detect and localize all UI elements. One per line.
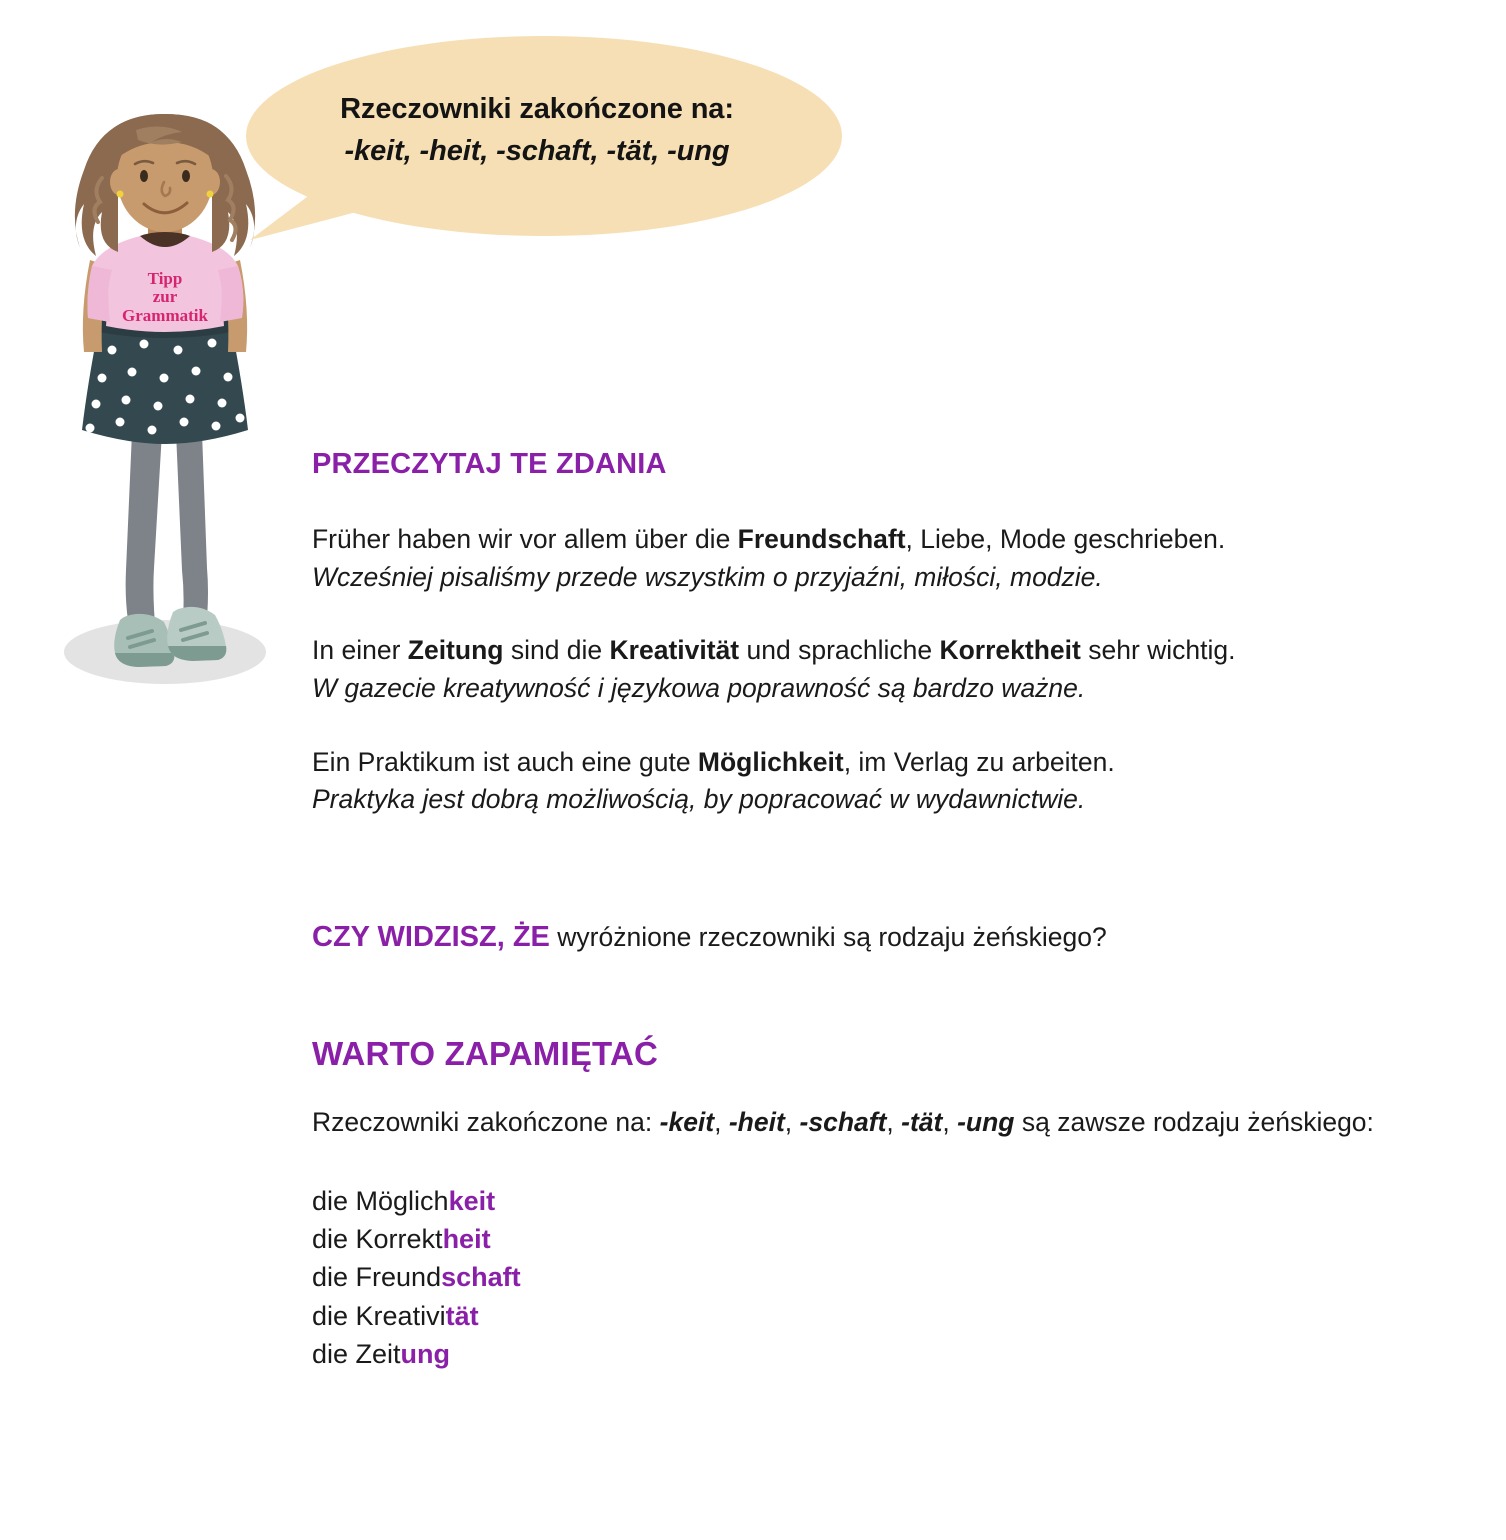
- rule-pre: Rzeczowniki zakończone na:: [312, 1107, 660, 1138]
- content-column: [312, 448, 1442, 1373]
- eye-left: [140, 170, 148, 182]
- sentence-de-post: sehr wichtig.: [1080, 635, 1236, 666]
- keyword-freundschaft: Freundschaft: [737, 524, 906, 554]
- rule-suffix-ung: -ung: [957, 1107, 1015, 1138]
- word-base: die Möglich: [312, 1185, 449, 1216]
- rule-sep: ,: [942, 1107, 958, 1138]
- section-heading-read: PRZECZYTAJ TE ZDANIA: [312, 448, 667, 480]
- word-suffix: schaft: [441, 1262, 521, 1293]
- sentence-de: [312, 744, 1442, 782]
- sentence-de-mid2: und sprachliche: [739, 635, 940, 666]
- section-heading-remember: WARTO ZAPAMIĘTAĆ: [312, 1035, 659, 1073]
- leg-left: [126, 432, 162, 645]
- sentence-de-post: , im Verlag zu arbeiten.: [843, 746, 1115, 777]
- speech-bubble-body: [246, 36, 842, 236]
- sentence-de-post: , Liebe, Mode geschrieben.: [905, 524, 1226, 554]
- sentence-de-mid1: sind die: [503, 635, 610, 666]
- sentence-de: [312, 632, 1442, 670]
- word-list: [312, 1182, 1442, 1374]
- speech-bubble: [232, 32, 842, 264]
- list-item: [312, 1182, 1442, 1220]
- rule-suffix-taet: -tät: [901, 1107, 943, 1138]
- word-base: die Kreativi: [312, 1300, 446, 1331]
- sentence-de: [312, 521, 1442, 559]
- shirt-text-line-3: Grammatik: [122, 306, 208, 325]
- list-item: [312, 1220, 1442, 1258]
- sentence-de-pre: In einer: [312, 635, 408, 666]
- eye-right: [182, 170, 190, 182]
- sentence-block: [312, 632, 1442, 707]
- sentence-pl: Wcześniej pisaliśmy przede wszystkim o przyjaźni, miłości, modzie.: [312, 561, 1103, 592]
- rule-sep: ,: [714, 1107, 729, 1138]
- word-base: die Korrekt: [312, 1224, 443, 1255]
- shirt-sleeve-right: [218, 266, 243, 322]
- keyword-moeglichkeit: Möglichkeit: [697, 746, 844, 777]
- rule-text: [312, 1103, 1422, 1141]
- word-suffix: keit: [448, 1185, 496, 1216]
- word-suffix: tät: [445, 1300, 479, 1331]
- rule-suffix-keit: -keit: [659, 1107, 715, 1138]
- earring-right: [207, 191, 214, 198]
- sentence-pl: W gazecie kreatywność i językowa poprawność są bardzo ważne.: [312, 672, 1086, 703]
- question-row: [312, 917, 1442, 958]
- list-item: [312, 1335, 1442, 1373]
- shirt-sleeve-left: [88, 266, 113, 322]
- keyword-zeitung: Zeitung: [407, 635, 504, 666]
- earring-left: [117, 191, 124, 198]
- question-heading: CZY WIDZISZ, ŻE: [312, 920, 550, 953]
- list-item: [312, 1297, 1442, 1335]
- sentence-de-pre: Ein Praktikum ist auch eine gute: [312, 746, 698, 777]
- speech-bubble-line-2: -keit, -heit, -schaft, -tät, -ung: [344, 135, 730, 168]
- sentence-block: [312, 744, 1442, 819]
- list-item: [312, 1258, 1442, 1296]
- sentence-de-pre: Früher haben wir vor allem über die: [312, 524, 738, 554]
- question-rest: wyróżnione rzeczowniki są rodzaju żeńskiego?: [549, 921, 1107, 952]
- rule-suffix-heit: -heit: [728, 1107, 785, 1138]
- sentence-pl: Praktyka jest dobrą możliwością, by popracować w wydawnictwie.: [312, 784, 1086, 815]
- word-base: die Freund: [312, 1262, 442, 1293]
- rule-sep: ,: [784, 1107, 800, 1138]
- keyword-kreativitaet: Kreativität: [609, 635, 740, 666]
- sentence-block: [312, 521, 1442, 596]
- word-suffix: ung: [400, 1339, 451, 1370]
- word-base: die Zeit: [312, 1339, 401, 1370]
- keyword-korrektheit: Korrektheit: [939, 635, 1081, 666]
- rule-sep: ,: [886, 1107, 902, 1138]
- word-suffix: heit: [442, 1224, 491, 1255]
- rule-post: są zawsze rodzaju żeńskiego:: [1014, 1107, 1374, 1138]
- speech-bubble-line-1: Rzeczowniki zakończone na:: [340, 93, 734, 125]
- shirt-text-line-2: zur: [152, 287, 178, 306]
- shirt-text-line-1: Tipp: [147, 269, 183, 288]
- rule-suffix-schaft: -schaft: [799, 1107, 887, 1138]
